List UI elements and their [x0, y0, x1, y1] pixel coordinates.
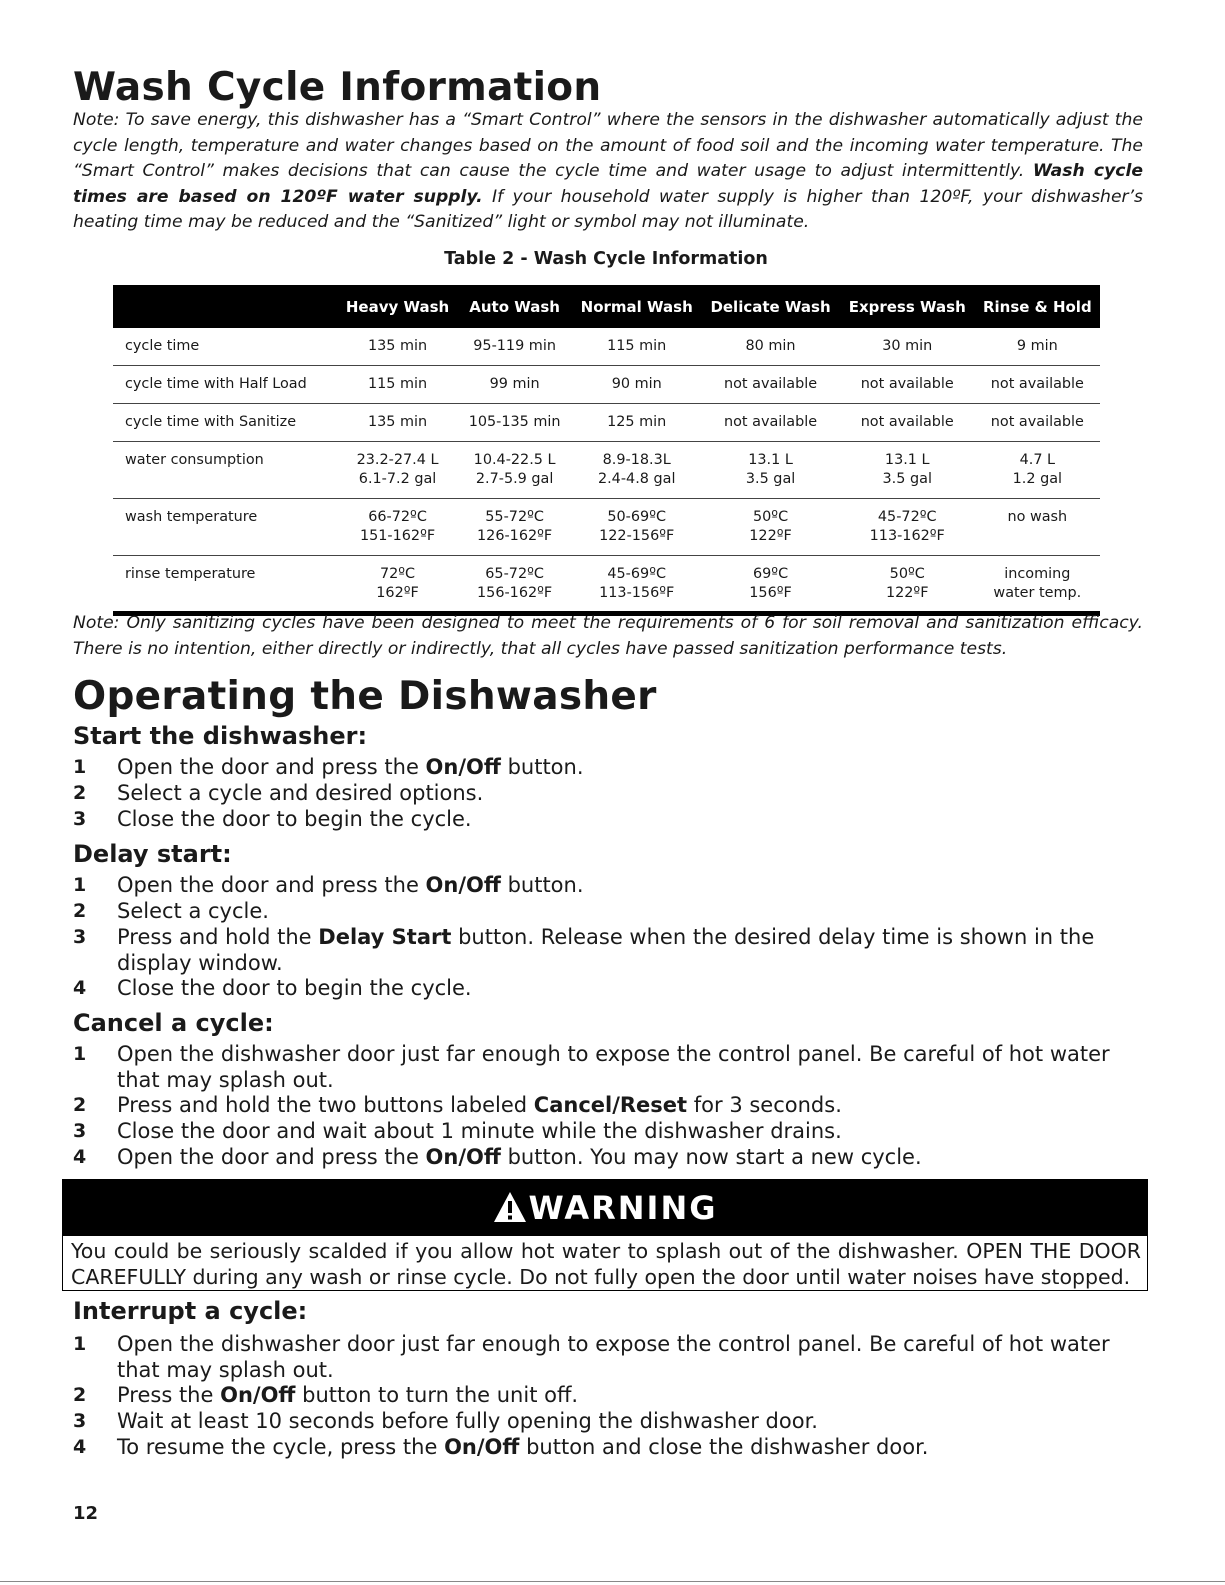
- cell-line: 66-72ºC: [368, 509, 427, 525]
- warning-box: [62, 1179, 1148, 1291]
- table-cell: [457, 366, 572, 404]
- table-cell: [975, 328, 1100, 366]
- cell-line: 13.1 L: [884, 452, 930, 468]
- table-cell: [338, 499, 457, 556]
- cell-line: 135 min: [367, 414, 428, 430]
- table-cell: [572, 366, 701, 404]
- step-text: [117, 1409, 1148, 1435]
- cell-line: 23.2-27.4 L: [356, 452, 439, 468]
- warning-bar: [63, 1180, 1147, 1236]
- step-item: [73, 1409, 1148, 1435]
- step-number: 4: [73, 977, 87, 999]
- step-text-pre: Open the door and press the: [117, 1145, 426, 1169]
- page-number: 12: [73, 1503, 99, 1524]
- step-number: 3: [73, 1410, 87, 1432]
- step-text-pre: Wait at least 10 seconds before fully opening the dishwasher door.: [117, 1409, 818, 1433]
- step-number: 2: [73, 900, 87, 922]
- section-title-wash-cycle: Wash Cycle Information: [73, 65, 602, 110]
- table-cell: [572, 442, 701, 499]
- row-label: cycle time with Sanitize: [113, 404, 338, 442]
- header-cell: Auto Wash: [457, 285, 572, 328]
- step-text-pre: Select a cycle and desired options.: [117, 781, 484, 805]
- warning-title: WARNING: [528, 1189, 718, 1227]
- step-text-pre: Press the: [117, 1383, 221, 1407]
- cell-line: 72ºC: [379, 566, 416, 582]
- table-row: [113, 366, 1100, 404]
- step-button-name: On/Off: [425, 1145, 501, 1169]
- warning-triangle-icon: [493, 1190, 527, 1224]
- cell-line: not available: [860, 414, 954, 430]
- table-cell: [840, 556, 975, 614]
- cell-line: 126-162ºF: [477, 528, 553, 544]
- step-text-pre: Open the dishwasher door just far enough to expose the control panel. Be careful of hot water that may splash out.: [117, 1042, 1110, 1092]
- step-text-pre: Open the door and press the: [117, 873, 426, 897]
- cell-line: 105-135 min: [468, 414, 561, 430]
- step-text: [117, 755, 1148, 781]
- table-cell: [840, 499, 975, 556]
- cell-line: 1.2 gal: [1012, 471, 1063, 487]
- cell-line: 9 min: [1016, 338, 1058, 354]
- step-number: 3: [73, 1120, 87, 1142]
- cell-line: 156ºF: [749, 585, 792, 601]
- cell-line: 55-72ºC: [485, 509, 544, 525]
- cell-line: 2.4-4.8 gal: [597, 471, 676, 487]
- cell-line: 115 min: [607, 338, 667, 354]
- step-text: [117, 873, 1148, 899]
- cell-line: 50ºC: [889, 566, 925, 582]
- step-button-name: On/Off: [444, 1435, 520, 1459]
- note-bold: Wash cycle times are based on 120ºF water supply.: [73, 161, 1144, 207]
- table-cell: [338, 556, 457, 614]
- table-cell: [840, 442, 975, 499]
- table-row: [113, 328, 1100, 366]
- cell-line: 99 min: [489, 376, 540, 392]
- step-text: [117, 1332, 1148, 1383]
- cell-line: 80 min: [745, 338, 796, 354]
- step-item: [73, 1145, 1148, 1171]
- table-cell: [701, 442, 840, 499]
- cell-line: 135 min: [367, 338, 428, 354]
- wash-cycle-table: [113, 285, 1100, 616]
- step-item: [73, 899, 1148, 925]
- table-cell: [975, 366, 1100, 404]
- bottom-rule: [0, 1581, 1225, 1582]
- table-cell: [572, 328, 701, 366]
- cell-line: 162ºF: [376, 585, 419, 601]
- step-text: [117, 807, 1148, 833]
- sanitizing-note: Note: Only sanitizing cycles have been designed to meet the requirements of 6 for soil removal and sanitization efficacy. There is no intention, either directly or indirectly, that all cycles have passed sanitization performance tests.: [73, 613, 1143, 659]
- cell-line: 8.9-18.3L: [602, 452, 671, 468]
- step-text: [117, 1093, 1148, 1119]
- note-intro: Note: To save energy, this dishwasher has a “Smart Control” where the sensors in the dishwasher automatically adjust the cycle length, temperature and water changes based on the amount of food soil and the incoming water temperature. The “Smart Control” makes decisions that can cause the cycle time and water usage to adjust intermittently.: [73, 110, 1143, 181]
- smart-control-note: [73, 108, 1143, 236]
- cell-line: 50ºC: [752, 509, 789, 525]
- row-label: water consumption: [113, 442, 338, 499]
- step-item: [73, 873, 1148, 899]
- step-text-post: button to turn the unit off.: [295, 1383, 579, 1407]
- step-text: [117, 1145, 1148, 1171]
- step-number: 4: [73, 1436, 87, 1458]
- table-caption: Table 2 - Wash Cycle Information: [444, 249, 768, 269]
- step-text: [117, 1435, 1148, 1461]
- step-item: [73, 1332, 1148, 1383]
- table-header-row: [113, 285, 1100, 328]
- cell-line: 69ºC: [752, 566, 789, 582]
- step-text-pre: Select a cycle.: [117, 899, 269, 923]
- heading-cancel: Cancel a cycle:: [73, 1009, 274, 1037]
- step-text-pre: Open the dishwasher door just far enough to expose the control panel. Be careful of hot water that may splash out.: [117, 1332, 1110, 1382]
- step-text: [117, 899, 1148, 925]
- header-cell: Delicate Wash: [701, 285, 840, 328]
- table-cell: [975, 556, 1100, 614]
- step-button-name: Delay Start: [318, 925, 452, 949]
- table-cell: [572, 556, 701, 614]
- cell-line: 95-119 min: [473, 338, 556, 354]
- table-cell: [457, 328, 572, 366]
- cell-line: 30 min: [882, 338, 933, 354]
- cell-line: 151-162ºF: [359, 528, 436, 544]
- cell-line: not available: [724, 414, 818, 430]
- cell-line: 45-69ºC: [607, 566, 667, 582]
- step-item: [73, 976, 1148, 1002]
- cell-line: 6.1-7.2 gal: [358, 471, 437, 487]
- row-label: wash temperature: [113, 499, 338, 556]
- table-cell: [975, 404, 1100, 442]
- step-text-post: button. You may now start a new cycle.: [500, 1145, 922, 1169]
- step-text-pre: To resume the cycle, press the: [117, 1435, 445, 1459]
- header-cell: Heavy Wash: [338, 285, 457, 328]
- cell-line: 156-162ºF: [477, 585, 553, 601]
- table-cell: [572, 499, 701, 556]
- cell-line: 50-69ºC: [607, 509, 667, 525]
- step-text: [117, 1119, 1148, 1145]
- table-row: [113, 556, 1100, 614]
- table-body: [113, 328, 1100, 614]
- table-cell: [338, 328, 457, 366]
- step-number: 4: [73, 1146, 87, 1168]
- step-text: [117, 925, 1148, 976]
- note-tail: If your household water supply is higher than 120ºF, your dishwasher’s heating time may be reduced and the “Sanitized” light or symbol may not illuminate.: [73, 186, 1144, 232]
- header-cell: Express Wash: [840, 285, 975, 328]
- cell-line: not available: [990, 414, 1084, 430]
- step-item: [73, 1435, 1148, 1461]
- step-text-post: button. Release when the desired delay time is shown in the display window.: [117, 925, 1095, 975]
- step-button-name: On/Off: [425, 873, 501, 897]
- cell-line: 90 min: [611, 376, 662, 392]
- step-text-post: button.: [500, 755, 584, 779]
- table-cell: [457, 404, 572, 442]
- cell-line: 122ºF: [885, 585, 929, 601]
- cell-line: 65-72ºC: [485, 566, 544, 582]
- table-cell: [338, 404, 457, 442]
- step-number: 1: [73, 756, 87, 778]
- cell-line: 3.5 gal: [882, 471, 932, 487]
- table-cell: [701, 328, 840, 366]
- table-cell: [701, 499, 840, 556]
- cell-line: 2.7-5.9 gal: [475, 471, 554, 487]
- cell-line: not available: [990, 376, 1084, 392]
- cell-line: incoming: [1004, 566, 1071, 582]
- table-cell: [338, 442, 457, 499]
- step-item: [73, 781, 1148, 807]
- warning-text: You could be seriously scalded if you allow hot water to splash out of the dishwasher. OPEN THE DOOR CAREFULLY during any wash or rinse cycle. Do not fully open the door until water noises have stopped.: [71, 1239, 1141, 1289]
- row-label: cycle time: [113, 328, 338, 366]
- step-item: [73, 755, 1148, 781]
- table-cell: [975, 499, 1100, 556]
- step-text-post: for 3 seconds.: [687, 1093, 842, 1117]
- row-label: rinse temperature: [113, 556, 338, 614]
- row-label: cycle time with Half Load: [113, 366, 338, 404]
- step-item: [73, 925, 1148, 976]
- table-cell: [572, 404, 701, 442]
- step-text-pre: Press and hold the two buttons labeled: [117, 1093, 534, 1117]
- section-title-operating: Operating the Dishwasher: [73, 674, 657, 719]
- table-cell: [701, 556, 840, 614]
- table-row: [113, 404, 1100, 442]
- heading-interrupt: Interrupt a cycle:: [73, 1297, 308, 1325]
- step-number: 2: [73, 782, 87, 804]
- cell-line: 122-156ºF: [599, 528, 675, 544]
- cell-line: no wash: [1007, 509, 1068, 525]
- cell-line: 125 min: [607, 414, 667, 430]
- heading-start: Start the dishwasher:: [73, 722, 368, 750]
- step-button-name: Cancel/Reset: [533, 1093, 688, 1117]
- cell-line: 13.1 L: [748, 452, 793, 468]
- table-cell: [840, 328, 975, 366]
- table-row: [113, 499, 1100, 556]
- table-row: [113, 442, 1100, 499]
- header-cell: Rinse & Hold: [975, 285, 1100, 328]
- cell-line: 113-162ºF: [869, 528, 945, 544]
- table-cell: [457, 499, 572, 556]
- step-text-pre: Press and hold the: [117, 925, 319, 949]
- step-item: [73, 1093, 1148, 1119]
- table-cell: [457, 556, 572, 614]
- step-text-pre: Open the door and press the: [117, 755, 426, 779]
- step-button-name: On/Off: [220, 1383, 296, 1407]
- table-cell: [457, 442, 572, 499]
- table-cell: [840, 366, 975, 404]
- step-text-pre: Close the door to begin the cycle.: [117, 807, 472, 831]
- step-number: 1: [73, 1043, 87, 1065]
- step-text-post: button and close the dishwasher door.: [519, 1435, 929, 1459]
- header-cell: Normal Wash: [572, 285, 701, 328]
- cell-line: 3.5 gal: [745, 471, 796, 487]
- step-number: 1: [73, 874, 87, 896]
- table-cell: [701, 366, 840, 404]
- cell-line: water temp.: [993, 585, 1082, 601]
- cell-line: 115 min: [367, 376, 428, 392]
- heading-delay: Delay start:: [73, 840, 232, 868]
- cell-line: 45-72ºC: [877, 509, 937, 525]
- cell-line: not available: [724, 376, 818, 392]
- step-item: [73, 1042, 1148, 1093]
- cell-line: 4.7 L: [1019, 452, 1056, 468]
- header-blank-cell: [113, 285, 338, 328]
- step-text-pre: Close the door to begin the cycle.: [117, 976, 472, 1000]
- cell-line: 122ºF: [749, 528, 792, 544]
- step-text-post: button.: [500, 873, 584, 897]
- table-cell: [338, 366, 457, 404]
- step-text: [117, 976, 1148, 1002]
- step-text-pre: Close the door and wait about 1 minute while the dishwasher drains.: [117, 1119, 842, 1143]
- step-number: 3: [73, 926, 87, 948]
- table-cell: [975, 442, 1100, 499]
- cell-line: 10.4-22.5 L: [473, 452, 556, 468]
- step-item: [73, 807, 1148, 833]
- step-text: [117, 781, 1148, 807]
- step-number: 1: [73, 1333, 87, 1355]
- step-text: [117, 1383, 1148, 1409]
- table-cell: [701, 404, 840, 442]
- cell-line: 113-156ºF: [599, 585, 675, 601]
- step-number: 3: [73, 808, 87, 830]
- cell-line: not available: [860, 376, 954, 392]
- step-item: [73, 1383, 1148, 1409]
- step-item: [73, 1119, 1148, 1145]
- table-cell: [840, 404, 975, 442]
- step-text: [117, 1042, 1148, 1093]
- step-button-name: On/Off: [425, 755, 501, 779]
- step-number: 2: [73, 1094, 87, 1116]
- step-number: 2: [73, 1384, 87, 1406]
